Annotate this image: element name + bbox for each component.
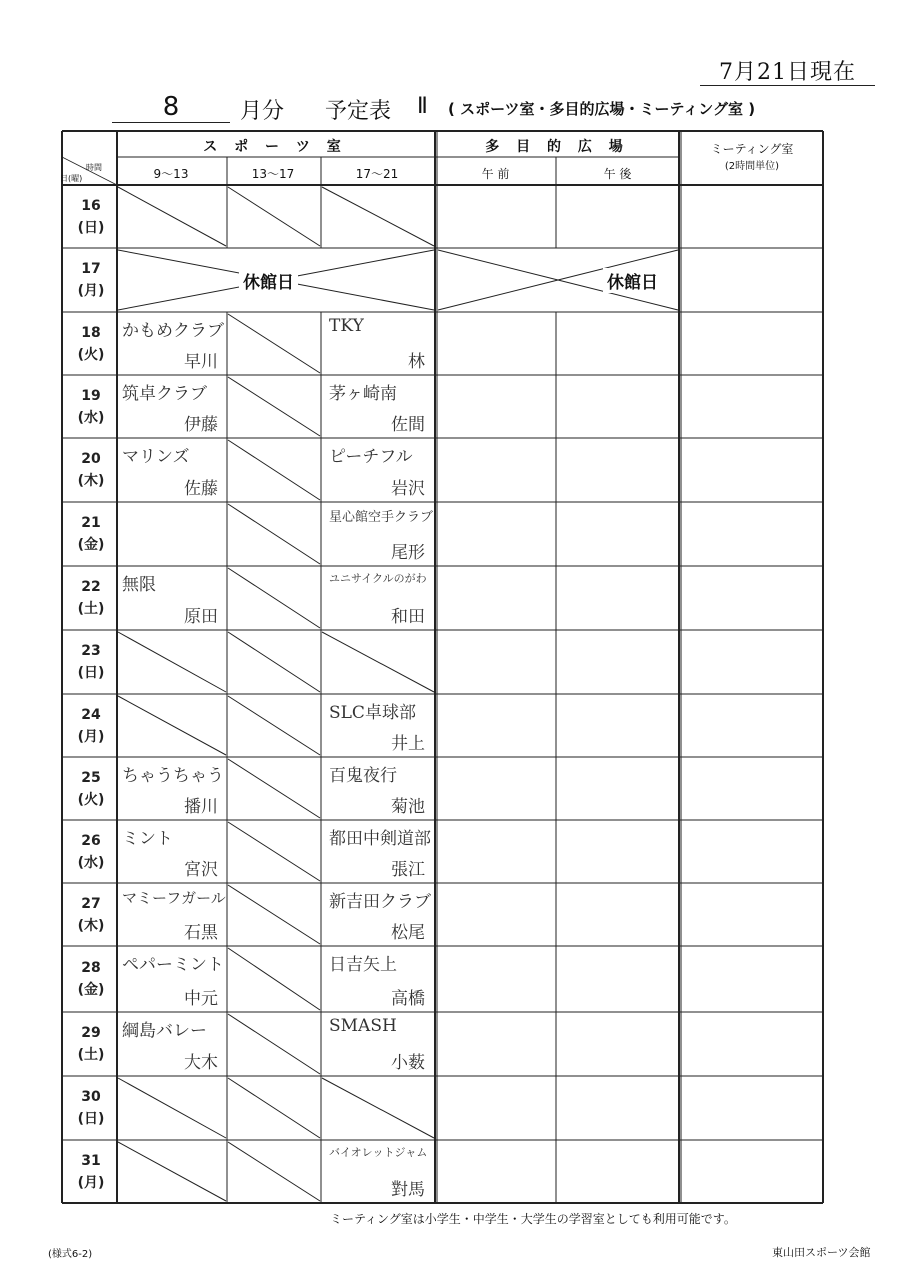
evening-booking-contact: 菊池 (391, 797, 425, 817)
day-of-week: (火) (77, 346, 105, 363)
day-of-week: (水) (77, 409, 105, 426)
date-cell (66, 512, 116, 556)
date-cell (66, 448, 116, 492)
evening-booking-contact: 和田 (391, 607, 425, 627)
unavailable-diagonal (228, 632, 320, 692)
day-of-week: (日) (77, 219, 105, 236)
closed-label-multipurpose: 休館日 (603, 268, 662, 293)
day-of-week: (日) (77, 1111, 105, 1127)
evening-booking-group: ユニサイクルのがわ (329, 572, 427, 585)
morning-booking-contact: 大木 (184, 1053, 218, 1073)
morning-booking-group: 無限 (122, 575, 156, 595)
month-suffix: 月分 (240, 99, 285, 124)
morning-booking-contact: 佐藤 (184, 479, 218, 499)
unavailable-diagonal (228, 440, 320, 500)
date-cell (66, 576, 116, 620)
unavailable-diagonal (322, 632, 434, 692)
morning-booking-group: ミント (122, 829, 173, 849)
morning-booking-group: ペパーミント (122, 955, 224, 975)
unavailable-diagonal (118, 1078, 226, 1138)
morning-booking-group: 綱島バレー (122, 1021, 207, 1041)
day-number: 16 (81, 197, 101, 214)
day-of-week: (月) (77, 283, 105, 299)
evening-booking-group: 日吉矢上 (329, 955, 397, 975)
unavailable-diagonal (228, 1078, 320, 1138)
morning-booking-contact: 原田 (184, 607, 218, 627)
footer-note: ミーティング室は小学生・中学生・大学生の学習室としても利用可能です。 (330, 1212, 736, 1226)
morning-booking-group: マミーフガール (122, 889, 226, 907)
unavailable-diagonal (118, 187, 226, 246)
evening-booking-group: バイオレットジャム (329, 1146, 428, 1159)
header-slot-17-21: 17～21 (355, 167, 399, 181)
form-number: (様式6-2) (48, 1249, 93, 1260)
unavailable-diagonal (118, 696, 226, 755)
header-meeting-note: (2時間単位) (724, 161, 780, 172)
unavailable-diagonal (228, 759, 320, 818)
day-of-week: (木) (77, 473, 105, 489)
morning-booking-group: ちゃうちゃう (122, 766, 224, 786)
evening-booking-group: SLC卓球部 (329, 703, 416, 723)
closed-label-sports: 休館日 (239, 268, 298, 293)
date-cell (66, 1022, 116, 1066)
unavailable-diagonal (322, 1078, 434, 1138)
closed-day-x (276, 280, 434, 310)
evening-booking-group: 都田中剣道部 (329, 829, 431, 849)
date-cell (66, 322, 116, 366)
unavailable-diagonal (228, 187, 320, 246)
unavailable-diagonal (228, 696, 320, 755)
day-number: 31 (81, 1152, 101, 1169)
evening-booking-contact: 張江 (391, 860, 425, 880)
unavailable-diagonal (228, 377, 320, 436)
day-of-week: (月) (77, 1174, 105, 1191)
header-meeting-room: ミーティング室 (710, 142, 794, 156)
date-cell (66, 195, 116, 239)
evening-booking-contact: 林 (408, 352, 425, 372)
day-number: 29 (81, 1025, 101, 1041)
day-of-week: (土) (77, 1047, 105, 1063)
header-sports-room: ス ポ ー ツ 室 (203, 139, 347, 155)
unavailable-diagonal (322, 187, 434, 246)
morning-booking-contact: 早川 (184, 352, 218, 372)
header-multipurpose: 多 目 的 広 場 (485, 139, 629, 155)
closed-day-x (438, 250, 558, 280)
unavailable-diagonal (228, 504, 320, 564)
evening-booking-group: 星心館空手クラブ (329, 510, 434, 525)
day-of-week: (火) (77, 791, 105, 808)
day-number: 26 (81, 832, 101, 849)
date-cell (66, 704, 116, 748)
day-of-week: (月) (77, 728, 105, 745)
evening-booking-contact: 佐間 (391, 415, 425, 435)
date-cell (66, 640, 116, 684)
unavailable-diagonal (118, 632, 226, 692)
evening-booking-group: SMASH (329, 1016, 397, 1036)
subtitle: ( スポーツ室・多目的広場・ミーティング室 ) (448, 100, 756, 118)
date-cell (66, 258, 116, 302)
day-number: 27 (81, 895, 101, 912)
day-number: 23 (81, 643, 101, 659)
unavailable-diagonal (228, 1142, 320, 1201)
evening-booking-contact: 岩沢 (391, 479, 425, 499)
day-of-week: (水) (77, 854, 105, 871)
header-pm: 午 後 (603, 167, 632, 181)
evening-booking-group: TKY (329, 316, 364, 336)
header-am: 午 前 (481, 167, 510, 181)
evening-booking-contact: 對馬 (391, 1180, 425, 1200)
evening-booking-contact: 小薮 (391, 1053, 425, 1073)
date-cell (66, 830, 116, 874)
unavailable-diagonal (228, 948, 320, 1010)
day-of-week: (金) (77, 537, 105, 553)
morning-booking-contact: 宮沢 (184, 860, 218, 880)
evening-booking-contact: 松尾 (391, 923, 425, 943)
roman-numeral: Ⅱ (417, 94, 428, 119)
morning-booking-contact: 中元 (184, 989, 218, 1009)
unavailable-diagonal (228, 1014, 320, 1074)
day-number: 18 (81, 324, 101, 341)
date-cell (66, 1086, 116, 1130)
morning-booking-contact: 伊藤 (184, 415, 218, 435)
day-of-week: (土) (77, 601, 105, 617)
day-number: 25 (81, 769, 101, 786)
header-slot-9-13: 9～13 (153, 167, 189, 181)
header-time-label: 時間 (86, 163, 102, 172)
day-number: 19 (81, 387, 101, 404)
day-number: 20 (81, 451, 101, 467)
evening-booking-group: ピーチフル (329, 447, 413, 467)
schedule-label: 予定表 (325, 99, 392, 124)
unavailable-diagonal (228, 885, 320, 944)
date-cell (66, 957, 116, 1001)
unavailable-diagonal (228, 314, 320, 373)
morning-booking-contact: 播川 (184, 797, 218, 817)
evening-booking-contact: 井上 (391, 734, 425, 754)
day-number: 22 (81, 579, 101, 595)
morning-booking-contact: 石黒 (184, 923, 218, 943)
evening-booking-group: 新吉田クラブ (329, 892, 431, 912)
day-number: 28 (81, 960, 101, 976)
closed-day-x (276, 250, 434, 280)
header-slot-13-17: 13～17 (251, 167, 295, 181)
day-of-week: (金) (77, 982, 105, 998)
date-cell (66, 893, 116, 937)
evening-booking-group: 茅ヶ崎南 (329, 384, 397, 404)
facility-name: 東山田スポーツ会館 (772, 1246, 871, 1259)
evening-booking-contact: 尾形 (391, 543, 425, 563)
closed-day-x (438, 280, 558, 310)
unavailable-diagonal (228, 568, 320, 628)
day-of-week: (木) (77, 917, 105, 934)
date-cell (66, 385, 116, 429)
morning-booking-group: 筑卓クラブ (122, 384, 207, 404)
unavailable-diagonal (228, 822, 320, 881)
morning-booking-group: かもめクラブ (122, 321, 224, 341)
day-of-week: (日) (77, 665, 105, 681)
month-number: 8 (162, 92, 180, 122)
as-of-date: 7月21日現在 (700, 55, 875, 86)
header-date-label: 日(曜) (60, 174, 83, 183)
date-cell (66, 1150, 116, 1194)
date-cell (66, 767, 116, 811)
unavailable-diagonal (118, 1142, 226, 1201)
day-number: 17 (81, 261, 101, 277)
day-number: 30 (81, 1089, 101, 1105)
morning-booking-group: マリンズ (122, 447, 190, 467)
day-number: 21 (81, 515, 101, 531)
evening-booking-contact: 高橋 (391, 989, 425, 1009)
evening-booking-group: 百鬼夜行 (329, 766, 397, 786)
day-number: 24 (81, 706, 101, 723)
